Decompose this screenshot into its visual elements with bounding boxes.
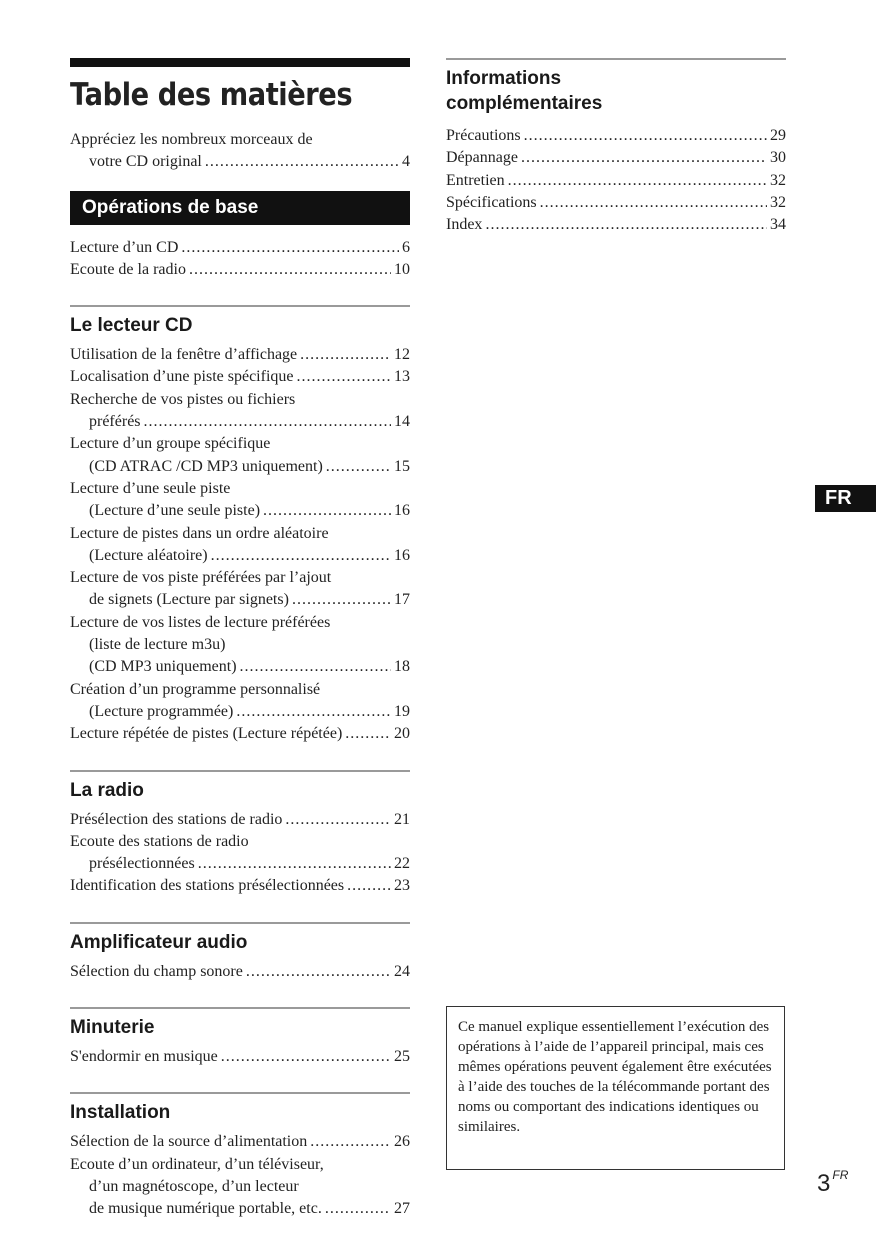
toc-entry[interactable] (70, 389, 410, 434)
toc-entry-page: 26 (394, 1133, 410, 1151)
toc-entry-title: Lecture d’un CD (70, 238, 179, 256)
toc-entry-last-line (70, 151, 410, 173)
toc-entry-last-line (70, 237, 410, 259)
toc-entry-page: 15 (394, 457, 410, 475)
toc-entry-last-line (70, 589, 410, 611)
toc-entry-title: Dépannage (446, 149, 518, 167)
toc-entry[interactable] (70, 237, 410, 259)
toc-entry-line: Création d’un programme personnalisé (70, 680, 321, 698)
toc-section (70, 305, 410, 745)
toc-entry-title: Utilisation de la fenêtre d’affichage (70, 346, 298, 364)
toc-entry[interactable] (70, 809, 410, 831)
toc-entry-title: Index (446, 216, 483, 234)
section-rule (70, 1007, 410, 1009)
toc-entry[interactable] (70, 129, 410, 174)
toc-entry-last-line (446, 192, 786, 214)
toc-left-column (70, 58, 410, 1221)
toc-entry[interactable] (70, 961, 410, 983)
toc-entry-title: Sélection de la source d’alimentation (70, 1133, 308, 1151)
section-rule (70, 922, 410, 924)
toc-entry[interactable] (70, 1046, 410, 1068)
toc-entries (70, 1046, 410, 1068)
toc-entry[interactable] (70, 831, 410, 876)
section-rule (70, 305, 410, 307)
toc-entry-last-line (446, 170, 786, 192)
toc-entry-title: Ecoute de la radio (70, 260, 186, 278)
toc-entry[interactable] (446, 170, 786, 192)
toc-entry-title: (Lecture aléatoire) (89, 546, 208, 564)
page-number (817, 1168, 848, 1198)
page-number-suffix: FR (832, 1168, 849, 1182)
dot-leader (326, 456, 391, 478)
toc-entry-page: 6 (402, 238, 410, 256)
dot-leader (205, 151, 399, 173)
toc-entries (70, 961, 410, 983)
language-tab: FR (815, 485, 876, 512)
toc-entry[interactable] (446, 125, 786, 147)
dot-leader (508, 170, 767, 192)
heading-line: complémentaires (446, 93, 603, 114)
toc-entries (70, 344, 410, 745)
toc-entry-line: Lecture d’un groupe spécifique (70, 435, 271, 453)
toc-entry-page: 16 (394, 502, 410, 520)
dot-leader (540, 192, 767, 214)
section-heading: La radio (70, 779, 144, 801)
toc-entry-last-line (70, 701, 410, 723)
toc-entry-title: Lecture répétée de pistes (Lecture répétée) (70, 725, 343, 743)
toc-entry-last-line (446, 147, 786, 169)
toc-entry-last-line (70, 853, 410, 875)
toc-section (70, 770, 410, 898)
toc-entries (446, 125, 786, 236)
toc-entry-last-line (70, 411, 410, 433)
toc-entry-page: 29 (770, 127, 786, 144)
toc-entry-title: Entretien (446, 171, 505, 189)
toc-entry-title: Localisation d’une piste spécifique (70, 368, 294, 386)
toc-entries (70, 1131, 410, 1220)
toc-entry-page: 14 (394, 413, 410, 431)
toc-entry-line: Lecture de vos listes de lecture préférées (70, 613, 331, 631)
toc-entry-title: Spécifications (446, 193, 537, 211)
toc-entry-line: Lecture d’une seule piste (70, 479, 231, 497)
dot-leader (345, 723, 391, 745)
toc-entry-title: présélectionnées (89, 855, 195, 873)
section-heading: Le lecteur CD (70, 315, 193, 337)
toc-entry-title: S'endormir en musique (70, 1048, 218, 1066)
toc-entry-title: Identification des stations présélectionnées (70, 877, 345, 895)
toc-entry-last-line (70, 875, 410, 897)
toc-entry-last-line (70, 1046, 410, 1068)
dot-leader (198, 853, 391, 875)
page-number-value: 3 (817, 1170, 831, 1197)
toc-entry[interactable] (70, 1131, 410, 1153)
toc-entry[interactable] (70, 875, 410, 897)
toc-entry[interactable] (70, 433, 410, 478)
toc-entry[interactable] (70, 523, 410, 568)
toc-entry[interactable] (70, 344, 410, 366)
section-rule (446, 58, 786, 60)
dot-leader (310, 1131, 391, 1153)
toc-entry-last-line (446, 125, 786, 147)
dot-leader (240, 656, 391, 678)
toc-entry[interactable] (70, 259, 410, 281)
dot-leader (263, 500, 391, 522)
toc-entry-page: 4 (402, 153, 410, 171)
toc-entry-last-line (70, 1131, 410, 1153)
toc-entry-title: préférés (89, 413, 141, 431)
toc-entry-page: 13 (394, 368, 410, 386)
toc-entry-page: 34 (770, 216, 786, 234)
dot-leader (300, 344, 391, 366)
toc-entry-page: 17 (394, 591, 410, 609)
toc-entries (70, 237, 410, 282)
dot-leader (144, 411, 391, 433)
toc-entry-line: Ecoute d’un ordinateur, d’un téléviseur, (70, 1155, 324, 1173)
toc-entry[interactable] (70, 478, 410, 523)
toc-entry[interactable] (70, 679, 410, 724)
toc-entry-last-line (70, 809, 410, 831)
toc-entry-last-line (70, 656, 410, 678)
section-rule (70, 770, 410, 772)
dot-leader (246, 961, 391, 983)
toc-entry-page: 23 (394, 877, 410, 895)
toc-entry-title: Sélection du champ sonore (70, 962, 243, 980)
toc-entry-title: Présélection des stations de radio (70, 810, 283, 828)
dot-leader (292, 589, 391, 611)
section-heading-informations (446, 66, 786, 116)
toc-entry-page: 16 (394, 546, 410, 564)
toc-entry-line: d’un magnétoscope, d’un lecteur (89, 1177, 299, 1195)
toc-entry-page: 24 (394, 962, 410, 980)
toc-entry-page: 12 (394, 346, 410, 364)
toc-entry-page: 27 (394, 1200, 410, 1218)
toc-entry-line: Lecture de vos piste préférées par l’ajout (70, 569, 332, 587)
toc-entry-last-line (70, 545, 410, 567)
toc-entry-last-line (70, 961, 410, 983)
section-heading: Opérations de base (70, 191, 410, 225)
section-heading: Installation (70, 1102, 171, 1124)
title-top-bar (70, 58, 410, 67)
toc-entry-page: 30 (770, 149, 786, 167)
toc-section (70, 1092, 410, 1220)
dot-leader (521, 147, 767, 169)
toc-entry-line: Recherche de vos pistes ou fichiers (70, 390, 296, 408)
note-box: Ce manuel explique essentiellement l’exécution des opérations à l’aide de l’appareil principal, mais ces mêmes opérations peuvent également être exécutées à l’aide des touches de la télécommande portant des noms ou comportant des indications identiques ou similaires. (446, 1006, 785, 1170)
toc-intro (70, 129, 410, 174)
toc-sections (70, 191, 410, 1221)
toc-right-column (446, 58, 786, 236)
dot-leader (211, 545, 391, 567)
toc-entry[interactable] (70, 612, 410, 679)
dot-leader (296, 366, 391, 388)
dot-leader (347, 875, 391, 897)
dot-leader (189, 259, 391, 281)
toc-entry[interactable] (446, 147, 786, 169)
toc-entry-line: Appréciez les nombreux morceaux de (70, 131, 313, 148)
toc-entry-page: 22 (394, 855, 410, 873)
toc-entry-line: Ecoute des stations de radio (70, 832, 249, 850)
heading-line: Informations (446, 68, 562, 89)
dot-leader (485, 214, 767, 236)
toc-entry-title: (CD ATRAC /CD MP3 uniquement) (89, 457, 323, 475)
toc-entry-page: 32 (770, 193, 786, 211)
toc-entry[interactable] (70, 1154, 410, 1221)
toc-section (70, 922, 410, 983)
page-title: Table des matières (70, 77, 353, 113)
toc-entry-page: 18 (394, 658, 410, 676)
section-heading: Amplificateur audio (70, 931, 248, 953)
toc-entry-line: Lecture de pistes dans un ordre aléatoire (70, 524, 329, 542)
toc-entry-line: (liste de lecture m3u) (89, 636, 226, 654)
toc-entry[interactable] (70, 366, 410, 388)
toc-entry[interactable] (446, 214, 786, 236)
toc-entry-page: 19 (394, 702, 410, 720)
toc-entry-last-line (70, 259, 410, 281)
toc-entry[interactable] (70, 567, 410, 612)
toc-entry-page: 20 (394, 725, 410, 743)
section-rule (70, 1092, 410, 1094)
toc-section (70, 191, 410, 282)
toc-entry-title: de musique numérique portable, etc. (89, 1200, 322, 1218)
toc-entry-page: 21 (394, 810, 410, 828)
toc-entry[interactable] (446, 192, 786, 214)
toc-entry-page: 32 (770, 171, 786, 189)
toc-entry-last-line (70, 723, 410, 745)
toc-entry-page: 10 (394, 260, 410, 278)
toc-entry-page: 25 (394, 1048, 410, 1066)
toc-entry-title: (Lecture d’une seule piste) (89, 502, 261, 520)
toc-entry-last-line (70, 366, 410, 388)
toc-entry-last-line (70, 500, 410, 522)
toc-entry-last-line (70, 344, 410, 366)
toc-entry[interactable] (70, 723, 410, 745)
section-heading: Minuterie (70, 1017, 155, 1039)
dot-leader (181, 237, 399, 259)
toc-entry-title: (Lecture programmée) (89, 702, 234, 720)
dot-leader (221, 1046, 391, 1068)
toc-entry-title: de signets (Lecture par signets) (89, 591, 289, 609)
toc-entry-title: Précautions (446, 127, 521, 144)
toc-entry-last-line (70, 1198, 410, 1220)
toc-entry-title: (CD MP3 uniquement) (89, 658, 237, 676)
dot-leader (236, 701, 391, 723)
dot-leader (285, 809, 391, 831)
toc-entries (70, 809, 410, 898)
toc-entry-last-line (70, 456, 410, 478)
toc-entries (70, 129, 410, 174)
toc-section (70, 1007, 410, 1068)
toc-entry-last-line (446, 214, 786, 236)
dot-leader (524, 125, 767, 147)
toc-entry-title: votre CD original (89, 153, 202, 171)
dot-leader (325, 1198, 391, 1220)
